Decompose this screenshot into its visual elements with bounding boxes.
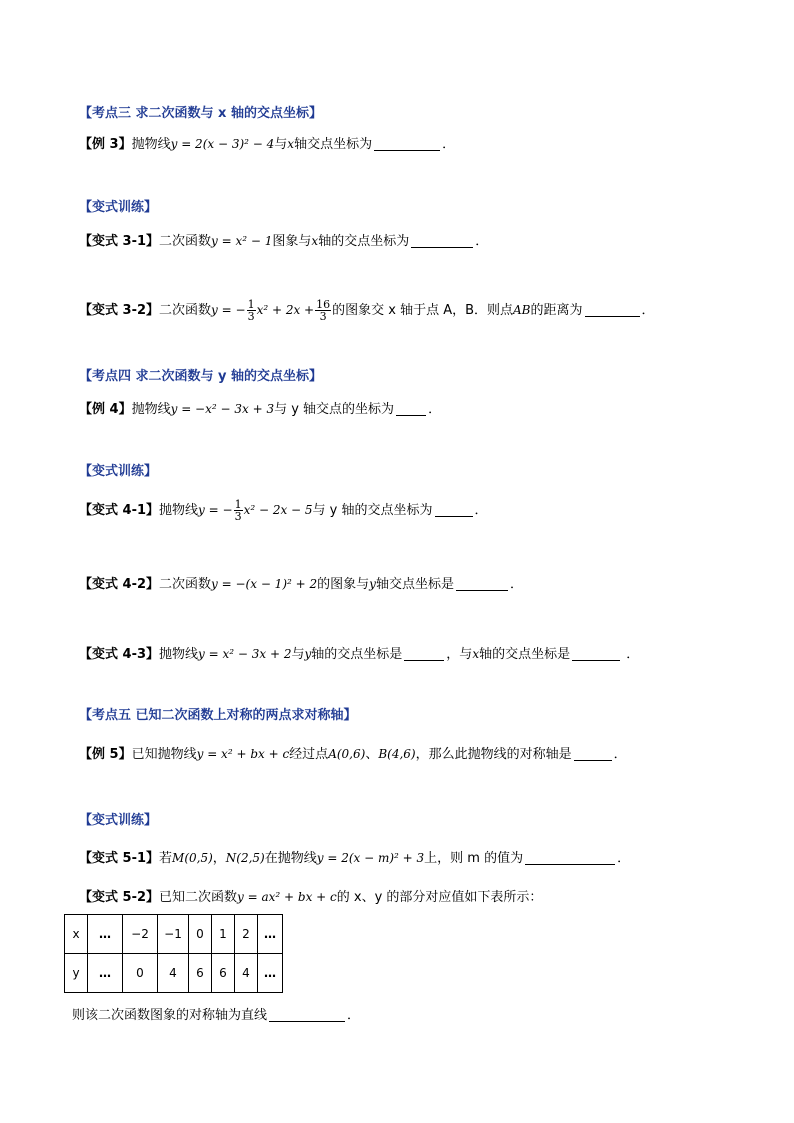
- question-tag: 【变式 4-3】: [79, 647, 160, 662]
- question-text: 抛物线: [131, 402, 171, 417]
- formula: y = −(x − 1)² + 2: [211, 577, 318, 591]
- question-text: 轴的交点坐标为: [318, 234, 410, 249]
- fraction: $\frac{1}{3}$: [247, 298, 255, 323]
- example-3: [79, 134, 455, 155]
- formula: y = 2(x − m)² + 3: [316, 851, 425, 865]
- question-tag: 【变式 3-1】: [79, 234, 160, 249]
- question-text: 则该二次函数图象的对称轴为直线: [72, 1008, 268, 1023]
- question-text: 轴的交点坐标是: [479, 647, 571, 662]
- question-text: 上，则 m 的值为: [424, 851, 524, 866]
- question-text: 二次函数: [159, 577, 212, 592]
- training-title: 【变式训练】: [79, 200, 158, 215]
- variant-3-1: [79, 231, 488, 252]
- period: ．: [442, 137, 456, 152]
- question-text: 的图象与: [317, 577, 370, 592]
- table-cell: …: [258, 954, 283, 993]
- training-title: 【变式训练】: [79, 464, 158, 479]
- variable: AB: [513, 303, 531, 317]
- question-text: 若: [159, 851, 173, 866]
- question-tag: 【例 5】: [79, 747, 132, 762]
- formula: x² + 2x +: [256, 303, 315, 317]
- question-text: 抛物线: [131, 137, 171, 152]
- separator: ，: [212, 851, 226, 866]
- question-tag: 【变式 5-2】: [79, 890, 160, 905]
- answer-blank[interactable]: [585, 302, 640, 317]
- question-text: ，与: [446, 647, 473, 662]
- period: ．: [613, 747, 627, 762]
- answer-blank[interactable]: [374, 136, 440, 151]
- answer-blank[interactable]: [396, 401, 426, 416]
- question-text: 与: [291, 647, 305, 662]
- formula: y = x² − 1: [211, 234, 273, 248]
- variable: y: [369, 577, 376, 591]
- period: ．: [617, 851, 631, 866]
- table-cell: …: [88, 954, 123, 993]
- question-text: 与 y 轴交点的坐标为: [274, 402, 395, 417]
- period: ．: [474, 503, 488, 518]
- formula: y = x² + bx + c: [196, 747, 290, 761]
- formula: y = x² − 3x + 2: [198, 647, 292, 661]
- value-table: [64, 914, 283, 993]
- table-row: [65, 915, 283, 954]
- variant-4-1: [79, 499, 488, 522]
- separator: 、: [365, 747, 379, 762]
- table-cell: 2: [235, 915, 258, 954]
- point: M(0,5): [172, 851, 213, 865]
- question-text: 轴交点坐标是: [375, 577, 454, 592]
- variant-5-1: [79, 848, 630, 869]
- question-text: 经过点: [289, 747, 329, 762]
- formula: y = −: [211, 303, 246, 317]
- answer-blank[interactable]: [269, 1007, 345, 1022]
- answer-blank[interactable]: [525, 850, 615, 865]
- variant-5-2: [79, 887, 542, 908]
- question-text: 的 x、y 的部分对应值如下表所示：: [336, 890, 543, 905]
- variable: x: [287, 137, 295, 151]
- table-cell: 6: [189, 954, 212, 993]
- question-text: 抛物线: [159, 647, 199, 662]
- variant-4-2: [79, 574, 523, 595]
- answer-blank[interactable]: [456, 576, 508, 591]
- question-tag: 【变式 4-1】: [79, 503, 160, 518]
- point: N(2,5): [225, 851, 265, 865]
- formula: y = −x² − 3x + 3: [170, 402, 275, 416]
- table-cell: −1: [158, 915, 189, 954]
- question-text: 已知二次函数: [159, 890, 238, 905]
- question-text: 在抛物线: [264, 851, 317, 866]
- variant-3-2: [79, 299, 655, 322]
- question-text: ，那么此抛物线的对称轴是: [415, 747, 572, 762]
- answer-blank[interactable]: [411, 233, 473, 248]
- period: ．: [509, 577, 523, 592]
- section-title-5: 【考点五 已知二次函数上对称的两点求对称轴】: [79, 708, 357, 723]
- table-cell: y: [65, 954, 88, 993]
- question-text: 轴交点坐标为: [294, 137, 373, 152]
- point: A(0,6): [328, 747, 366, 761]
- table-cell: 0: [123, 954, 158, 993]
- variable: x: [472, 647, 480, 661]
- table-cell: 1: [212, 915, 235, 954]
- formula: y = 2(x − 3)² − 4: [170, 137, 275, 151]
- formula: x² − 2x − 5: [243, 503, 313, 517]
- table-cell: 0: [189, 915, 212, 954]
- question-tag: 【变式 5-1】: [79, 851, 160, 866]
- question-text: 与: [274, 137, 288, 152]
- question-text: 已知抛物线: [131, 747, 197, 762]
- period: ．: [347, 1008, 361, 1023]
- table-cell: 4: [235, 954, 258, 993]
- answer-blank[interactable]: [574, 746, 612, 761]
- training-title: 【变式训练】: [79, 813, 158, 828]
- formula: y = −: [198, 503, 233, 517]
- question-text: 的距离为: [530, 303, 583, 318]
- example-5: [79, 744, 627, 765]
- answer-blank-2[interactable]: [572, 646, 620, 661]
- period: ．: [641, 303, 655, 318]
- question-tag: 【变式 4-2】: [79, 577, 160, 592]
- example-4: [79, 399, 441, 420]
- table-cell: 4: [158, 954, 189, 993]
- question-text: 二次函数: [159, 234, 212, 249]
- question-tag: 【变式 3-2】: [79, 303, 160, 318]
- variable: y: [304, 647, 312, 661]
- table-cell: 6: [212, 954, 235, 993]
- period: ．: [428, 402, 442, 417]
- table-cell: −2: [123, 915, 158, 954]
- formula: y = ax² + bx + c: [237, 890, 337, 904]
- period: ．: [626, 647, 640, 662]
- answer-blank-1[interactable]: [404, 646, 444, 661]
- table-row: [65, 954, 283, 993]
- question-text: 的图象交 x 轴于点 A，B．则点: [332, 303, 514, 318]
- question-text: 图象与: [272, 234, 312, 249]
- period: ．: [475, 234, 489, 249]
- fraction: $\frac{16}{3}$: [316, 298, 331, 323]
- answer-blank[interactable]: [435, 502, 473, 517]
- question-text: 轴的交点坐标是: [311, 647, 403, 662]
- point: B(4,6): [378, 747, 416, 761]
- fraction: $\frac{1}{3}$: [234, 498, 242, 523]
- variant-4-3: [79, 644, 639, 665]
- question-tag: 【例 3】: [79, 137, 132, 152]
- table-cell: …: [258, 915, 283, 954]
- variant-5-2-tail: [72, 1006, 360, 1026]
- section-title-4: 【考点四 求二次函数与 y 轴的交点坐标】: [79, 369, 323, 384]
- question-tag: 【例 4】: [79, 402, 132, 417]
- table-cell: x: [65, 915, 88, 954]
- question-text: 与 y 轴的交点坐标为: [312, 503, 433, 518]
- variable: x: [311, 234, 319, 248]
- section-title-3: 【考点三 求二次函数与 x 轴的交点坐标】: [79, 106, 322, 121]
- question-text: 二次函数: [159, 303, 212, 318]
- table-cell: …: [88, 915, 123, 954]
- question-text: 抛物线: [159, 503, 199, 518]
